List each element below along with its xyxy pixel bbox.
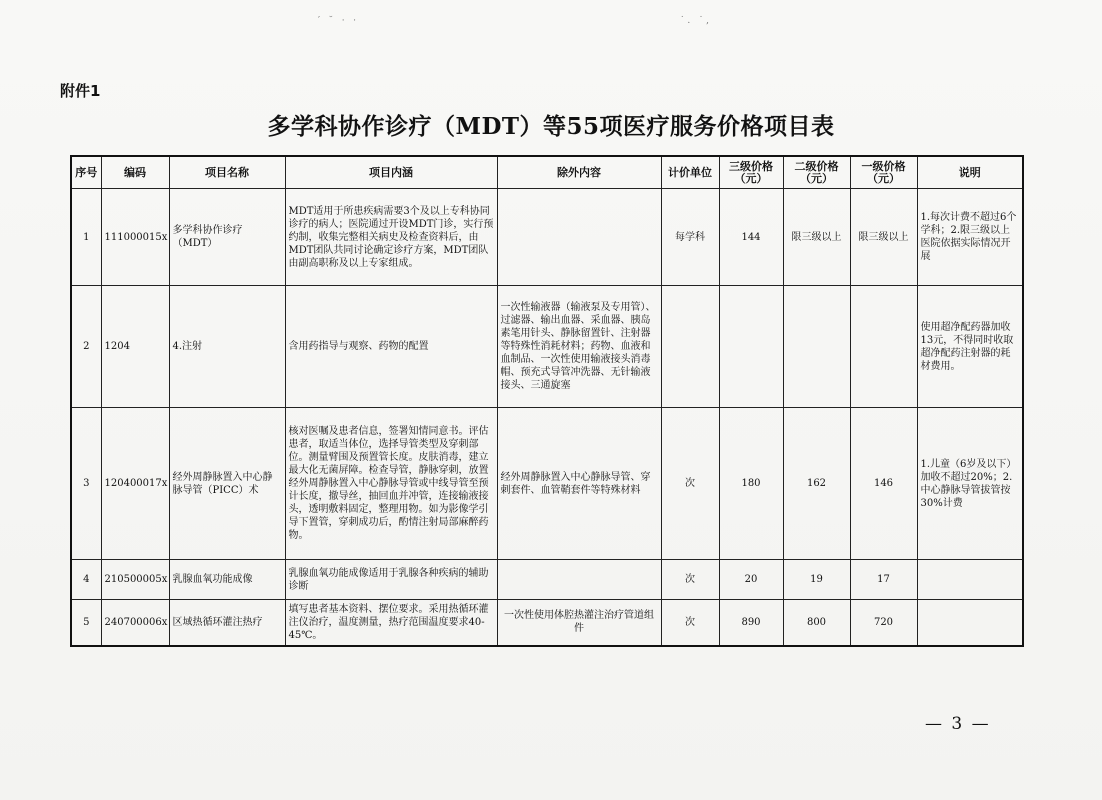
cell-level2: 162 [783, 408, 850, 560]
cell-code: 111000015x [101, 189, 169, 286]
cell-code: 240700006x [101, 600, 169, 646]
scan-specks: ˙ . ˙ , [680, 16, 710, 26]
cell-note [917, 600, 1023, 646]
header-code: 编码 [101, 156, 169, 189]
cell-level1: 720 [850, 600, 917, 646]
cell-name: 4.注射 [169, 286, 285, 408]
cell-seq: 5 [71, 600, 101, 646]
cell-level3: 890 [719, 600, 783, 646]
header-name: 项目名称 [169, 156, 285, 189]
cell-excluded: 一次性使用体腔热灌注治疗管道组件 [497, 600, 661, 646]
cell-note: 使用超净配药器加收13元，不得同时收取超净配药注射器的耗材费用。 [917, 286, 1023, 408]
cell-level3: 20 [719, 560, 783, 600]
cell-code: 210500005x [101, 560, 169, 600]
table-row [71, 408, 1023, 560]
table-row [71, 189, 1023, 286]
cell-unit: 每学科 [661, 189, 719, 286]
cell-note: 1.儿童（6岁及以下）加收不超过20%；2.中心静脉导管拔管按30%计费 [917, 408, 1023, 560]
page-title: 多学科协作诊疗（MDT）等55项医疗服务价格项目表 [267, 113, 835, 140]
price-table [70, 155, 1024, 647]
scan-specks: ′ ˘ · · [318, 16, 357, 26]
cell-note [917, 560, 1023, 600]
header-excluded: 除外内容 [497, 156, 661, 189]
cell-level2: 限三级以上 [783, 189, 850, 286]
header-unit: 计价单位 [661, 156, 719, 189]
cell-seq: 4 [71, 560, 101, 600]
cell-level2: 19 [783, 560, 850, 600]
cell-note: 1.每次计费不超过6个学科；2.限三级以上医院依据实际情况开展 [917, 189, 1023, 286]
cell-name: 多学科协作诊疗（MDT） [169, 189, 285, 286]
cell-content: 乳腺血氧功能成像适用于乳腺各种疾病的辅助诊断 [285, 560, 497, 600]
cell-level1 [850, 286, 917, 408]
cell-unit [661, 286, 719, 408]
header-seq: 序号 [71, 156, 101, 189]
header-content: 项目内涵 [285, 156, 497, 189]
table-row [71, 286, 1023, 408]
cell-excluded [497, 560, 661, 600]
header-note: 说明 [917, 156, 1023, 189]
cell-level3 [719, 286, 783, 408]
header-level1: 一级价格（元） [850, 156, 917, 189]
cell-content: 核对医嘱及患者信息，签署知情同意书。评估患者，取适当体位，选择导管类型及穿刺部位。测量臂围及预置管长度。皮肤消毒，建立最大化无菌屏障。检查导管，静脉穿刺，放置经外周静脉置入中心静脉导管或中线导管至预计长度，撤导丝，抽回血并冲管，连接输液接头，透明敷料固定，整理用物。如为影像学引导下置管，穿刺成功后，酌情注射局部麻醉药物。 [285, 408, 497, 560]
cell-level1: 146 [850, 408, 917, 560]
cell-content: MDT适用于所患疾病需要3个及以上专科协同诊疗的病人；医院通过开设MDT门诊，实行预约制，收集完整相关病史及检查资料后，由MDT团队共同讨论确定诊疗方案，MDT团队由副高职称及以上专家组成。 [285, 189, 497, 286]
header-level2: 二级价格（元） [783, 156, 850, 189]
table-row [71, 560, 1023, 600]
cell-level1: 限三级以上 [850, 189, 917, 286]
cell-seq: 3 [71, 408, 101, 560]
cell-name: 乳腺血氧功能成像 [169, 560, 285, 600]
cell-level1: 17 [850, 560, 917, 600]
cell-level3: 180 [719, 408, 783, 560]
cell-unit: 次 [661, 560, 719, 600]
page-number: — 3 — [925, 714, 991, 734]
cell-content: 填写患者基本资料、摆位要求。采用热循环灌注仪治疗，温度测量，热疗范围温度要求40-45℃。 [285, 600, 497, 646]
cell-level2: 800 [783, 600, 850, 646]
cell-seq: 1 [71, 189, 101, 286]
cell-unit: 次 [661, 600, 719, 646]
cell-level2 [783, 286, 850, 408]
attachment-label: 附件1 [60, 82, 101, 100]
cell-unit: 次 [661, 408, 719, 560]
cell-excluded: 经外周静脉置入中心静脉导管、穿刺套件、血管鞘套件等特殊材料 [497, 408, 661, 560]
cell-code: 120400017x [101, 408, 169, 560]
cell-name: 区域热循环灌注热疗 [169, 600, 285, 646]
cell-code: 1204 [101, 286, 169, 408]
cell-excluded [497, 189, 661, 286]
cell-content: 含用药指导与观察、药物的配置 [285, 286, 497, 408]
cell-excluded: 一次性输液器（输液泵及专用管）、过滤器、输出血器、采血器、胰岛素笔用针头、静脉留置针、注射器等特殊性消耗材料；药物、血液和血制品、一次性使用输液接头消毒帽、预充式导管冲洗器、无针输液接头、三通旋塞 [497, 286, 661, 408]
table-row [71, 600, 1023, 646]
table-header-row [71, 156, 1023, 189]
cell-seq: 2 [71, 286, 101, 408]
cell-level3: 144 [719, 189, 783, 286]
header-level3: 三级价格（元） [719, 156, 783, 189]
cell-name: 经外周静脉置入中心静脉导管（PICC）术 [169, 408, 285, 560]
